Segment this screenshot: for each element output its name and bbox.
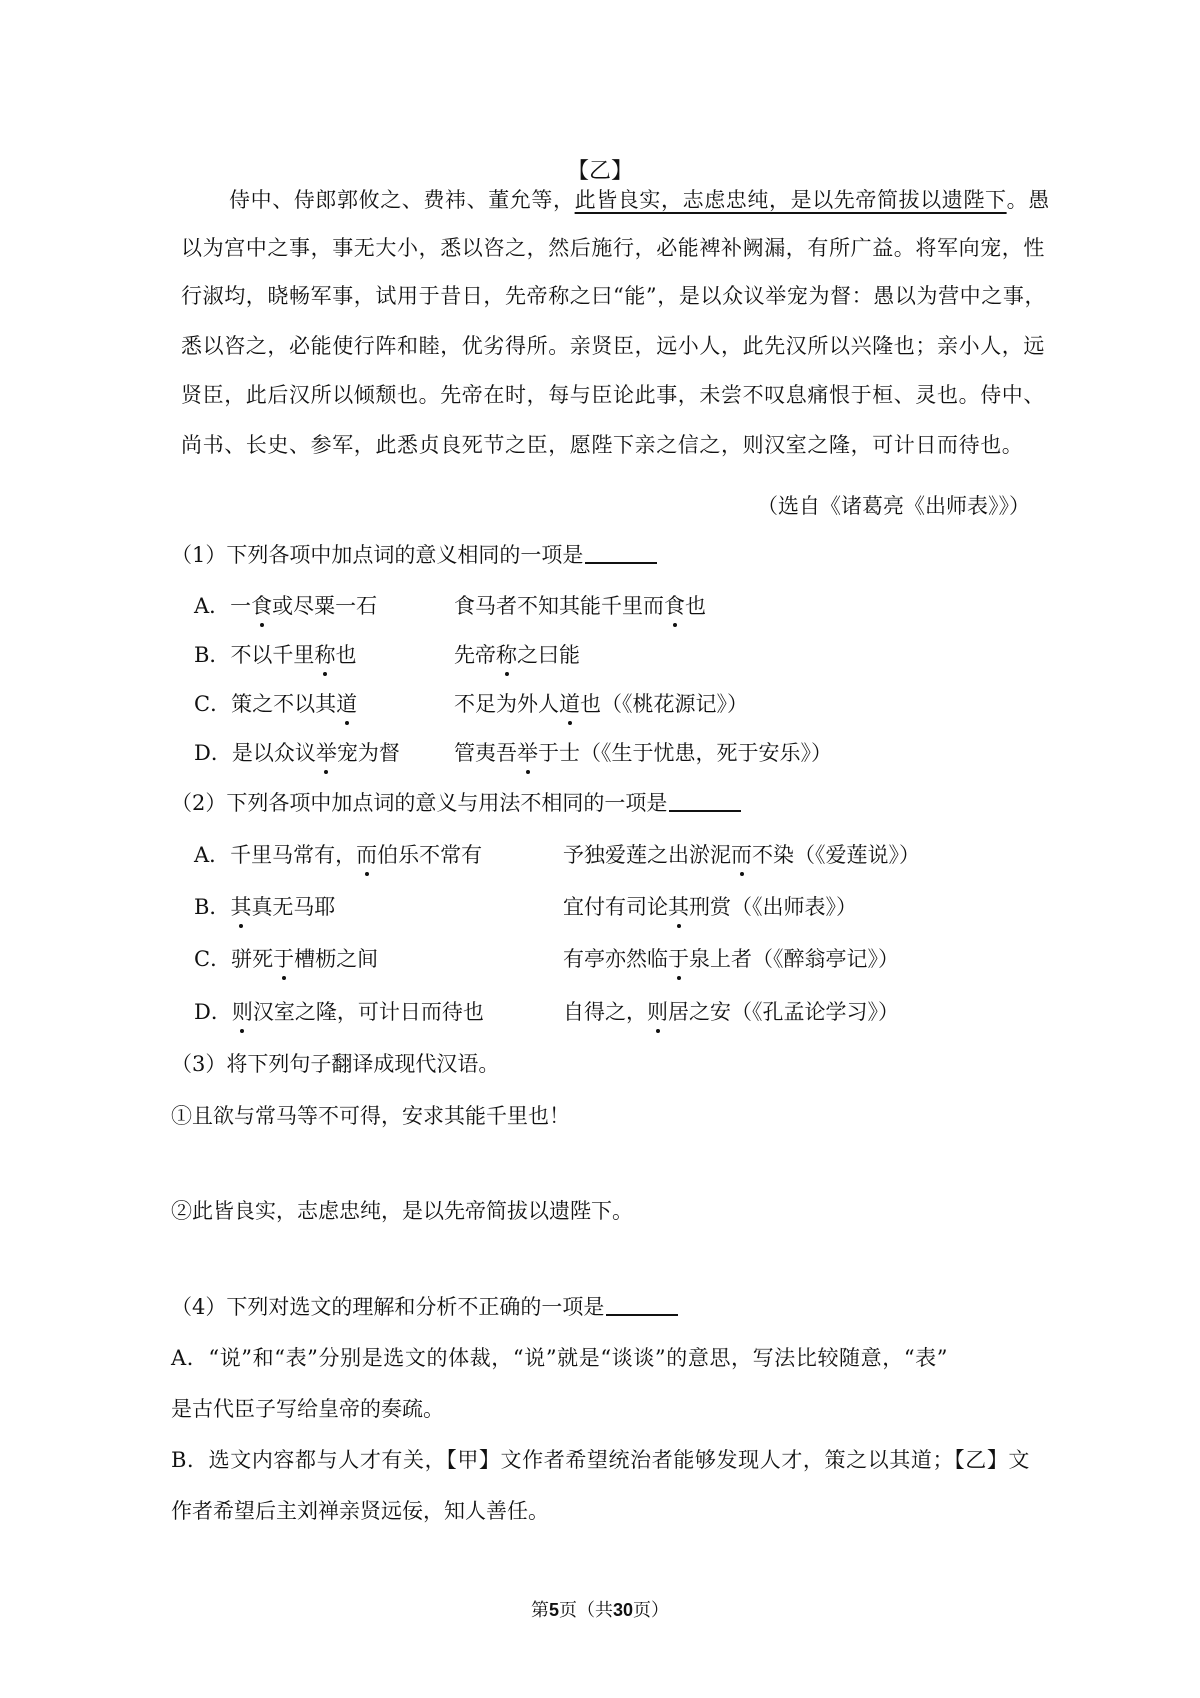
option-text: 不足为外人	[454, 692, 559, 716]
option-label: C．	[194, 947, 232, 971]
dotted-word: 道	[336, 692, 358, 716]
option-text: 食马者不知其能千里而	[454, 594, 664, 618]
dotted-word: 其	[668, 895, 689, 919]
dotted-word: 则	[231, 1000, 253, 1024]
source-citation: （选自《诸葛亮《出师表》》）	[757, 494, 1030, 518]
footer-text: 页）	[633, 1600, 670, 1621]
passage-line-3: 行淑均，晓畅军事，试用于昔日，先帝称之曰“能”，是以众议举宠为督：愚以为营中之事，	[181, 284, 1047, 308]
passage-line-2: 以为宫中之事，事无大小，悉以咨之，然后施行，必能裨补阙漏，有所广益。将军向宠，性	[181, 236, 1045, 260]
passage-line-1	[229, 186, 1077, 214]
dotted-word: 食	[664, 594, 685, 618]
page-total: 30	[612, 1600, 634, 1620]
answer-blank	[585, 542, 657, 564]
q2-option-c-right	[563, 945, 899, 973]
q2-option-a-left	[194, 841, 482, 869]
underlined-sentence: 此皆良实，志虑忠纯，是以先帝简拔以遗陛下	[574, 188, 1007, 212]
question-2-stem	[171, 789, 741, 817]
option-label: B．	[194, 895, 231, 919]
dotted-word: 称	[314, 643, 336, 667]
footer-text: 页（共	[558, 1600, 613, 1621]
q4-option-b-line-2: 作者希望后主刘禅亲贤远佞，知人善任。	[171, 1499, 549, 1523]
answer-blank	[606, 1294, 678, 1316]
answer-blank	[669, 790, 741, 812]
option-text: 不染（《爱莲说》）	[752, 843, 920, 867]
page-number: 5	[548, 1600, 559, 1620]
option-text: 也（《桃花源记》）	[580, 692, 748, 716]
question-4-stem	[171, 1293, 678, 1321]
option-label: D．	[194, 1000, 232, 1024]
option-text: 不以千里	[230, 643, 315, 667]
option-label: B．	[194, 643, 231, 667]
option-text: 策之不以其	[231, 692, 337, 716]
option-text: 泉上者（《醉翁亭记》）	[689, 947, 899, 971]
option-text: 骈死	[231, 947, 274, 971]
q4-option-b-line-1: B．选文内容都与人才有关，【甲】文作者希望统治者能够发现人才，策之以其道；【乙】文	[171, 1448, 1031, 1472]
q1-option-d-right	[454, 739, 832, 767]
option-text: 先帝	[454, 643, 496, 667]
option-text: 汉室之隆，可计日而待也	[252, 1000, 484, 1024]
question-1-stem	[171, 541, 657, 569]
option-text: 之曰能	[517, 643, 580, 667]
q4-option-a-line-2: 是古代臣子写给皇帝的奏疏。	[171, 1397, 444, 1421]
footer-text: 第	[530, 1600, 549, 1621]
option-text: 也	[335, 643, 357, 667]
question-3-stem: （3）将下列句子翻译成现代汉语。	[171, 1052, 500, 1076]
passage-line-6: 尚书、长史、参军，此悉贞良死节之臣，愿陛下亲之信之，则汉室之隆，可计日而待也。	[181, 433, 1024, 457]
option-text: 槽枥之间	[294, 947, 379, 971]
option-text: 于士（《生于忧患，死于安乐》）	[538, 741, 832, 765]
option-text: 予独爱莲之出淤泥	[563, 843, 731, 867]
option-text: 或尽粟一石	[272, 594, 378, 618]
option-text: 千里马常有，	[230, 843, 357, 867]
dotted-word: 而	[731, 843, 752, 867]
translation-sentence-1: ①且欲与常马等不可得，安求其能千里也！	[171, 1104, 570, 1128]
passage-text: 。愚	[1006, 188, 1050, 212]
option-text: 真无马耶	[251, 895, 336, 919]
dotted-word: 于	[273, 947, 295, 971]
option-text: 自得之，	[563, 1000, 647, 1024]
q1-option-c-left	[194, 690, 357, 718]
option-text: 宠为督	[336, 741, 400, 765]
dotted-word: 其	[230, 895, 252, 919]
q2-option-b-left	[194, 893, 335, 921]
q1-option-b-right	[454, 641, 580, 669]
q4-option-a-line-1: A．“说”和“表”分别是选文的体裁，“说”就是“谈谈”的意思，写法比较随意，“表”	[171, 1346, 949, 1370]
dotted-word: 称	[496, 643, 517, 667]
q2-option-c-left	[194, 945, 378, 973]
dotted-word: 举	[315, 741, 337, 765]
section-title: 【乙】	[566, 159, 633, 184]
page-footer	[0, 1596, 1200, 1625]
option-text: 刑赏（《出师表》）	[689, 895, 857, 919]
dotted-word: 举	[517, 741, 538, 765]
option-label: D．	[194, 741, 232, 765]
q1-option-d-left	[194, 739, 400, 767]
option-text: 是以众议	[231, 741, 316, 765]
question-text: （1）下列各项中加点词的意义相同的一项是	[171, 543, 584, 567]
option-text: 有亭亦然临	[563, 947, 668, 971]
dotted-word: 道	[559, 692, 580, 716]
option-text: 居之安（《孔孟论学习》）	[668, 1000, 899, 1024]
option-label: C．	[194, 692, 232, 716]
dotted-word: 而	[356, 843, 378, 867]
dotted-word: 则	[647, 1000, 668, 1024]
dotted-word: 食	[251, 594, 273, 618]
option-text: 管夷吾	[454, 741, 517, 765]
question-text: （2）下列各项中加点词的意义与用法不相同的一项是	[171, 791, 668, 815]
q2-option-d-left	[194, 998, 484, 1026]
passage-text: 侍中、侍郎郭攸之、费祎、董允等，	[229, 188, 575, 212]
q1-option-a-left	[194, 592, 377, 620]
q1-option-c-right	[454, 690, 748, 718]
q1-option-b-left	[194, 641, 356, 669]
option-text: 一	[230, 594, 252, 618]
passage-line-5: 贤臣，此后汉所以倾颓也。先帝在时，每与臣论此事，未尝不叹息痛恨于桓、灵也。侍中、	[181, 383, 1045, 407]
option-label: A．	[194, 843, 231, 867]
option-text: 宜付有司论	[563, 895, 668, 919]
translation-sentence-2: ②此皆良实，志虑忠纯，是以先帝简拔以遗陛下。	[171, 1199, 633, 1223]
option-label: A．	[194, 594, 231, 618]
q1-option-a-right	[454, 592, 706, 620]
q2-option-b-right	[563, 893, 857, 921]
question-text: （4）下列对选文的理解和分析不正确的一项是	[171, 1295, 605, 1319]
q2-option-a-right	[563, 841, 920, 869]
dotted-word: 于	[668, 947, 689, 971]
option-text: 伯乐不常有	[377, 843, 483, 867]
option-text: 也	[685, 594, 706, 618]
passage-line-4: 悉以咨之，必能使行阵和睦，优劣得所。亲贤臣，远小人，此先汉所以兴隆也；亲小人，远	[181, 334, 1045, 358]
q2-option-d-right	[563, 998, 899, 1026]
